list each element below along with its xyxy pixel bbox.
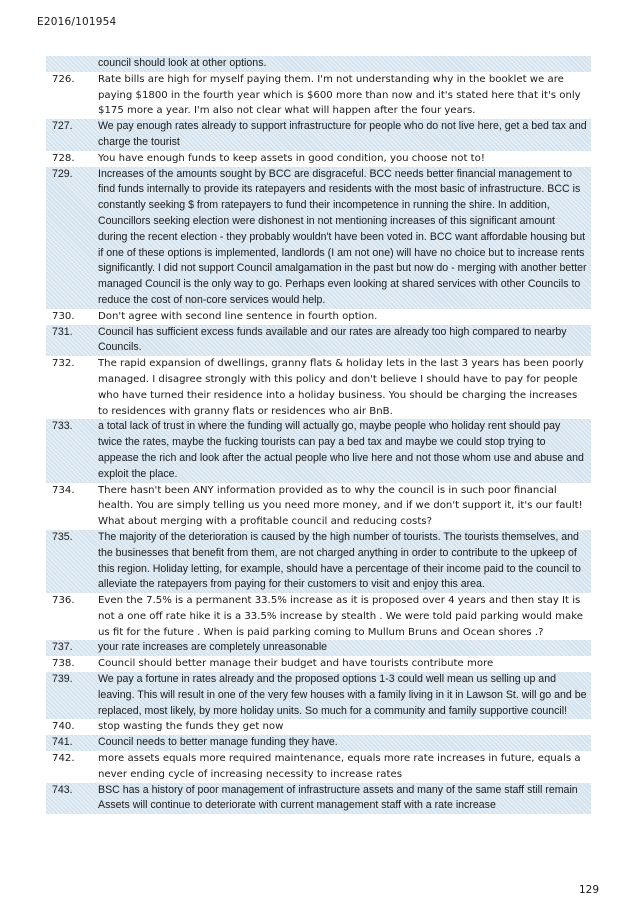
row-number: 727.	[52, 120, 73, 133]
table-row	[46, 751, 591, 783]
row-comment: BSC has a history of poor management of infrastructure assets and many of the same staff still remain Assets will continue to deteriorate with current management staff with a rate increase	[98, 783, 578, 812]
row-comment: Even the 7.5% is a permanent 33.5% increase as it is proposed over 4 years and then stay It is not a one off rate hike it is a 33.5% increase by stealth . We were told paid parking would make us fit for the future . When is paid parking coming to Mullum Bruns and Ocean shores .?	[98, 595, 583, 638]
row-comment: more assets equals more required maintenance, equals more rate increases in future, equals a never ending cycle of increasing necessity to increase rates	[98, 753, 581, 780]
row-number: 731.	[52, 325, 73, 338]
page-number: 129	[578, 884, 599, 896]
row-number: 729.	[52, 167, 73, 180]
document-id: E2016/101954	[37, 16, 117, 28]
row-number: 728.	[52, 152, 75, 164]
row-comment: council should look at other options.	[98, 57, 267, 69]
table-row	[46, 309, 591, 325]
row-comment: The majority of the deterioration is caused by the high number of tourists. The tourists themselves, and the businesses that benefit from them, are not charged anything in order to contribute to the upkeep of this region. Holiday letting, for example, should have a percentage of their income paid to the council to alleviate the ratepayers from paying for their customers to visit and enjoy this area.	[98, 530, 581, 591]
table-row	[46, 783, 591, 815]
table-row	[46, 656, 591, 672]
row-comment: your rate increases are completely unreasonable	[98, 641, 328, 654]
row-comment: a total lack of trust in where the funding will actually go, maybe people who holiday rent should pay twice the rates, maybe the fucking tourists can pay a bed tax and maybe we could stop trying to appease the rich and look after the actual people who live here and not those whom use and abuse and exploit the place.	[98, 420, 584, 480]
row-comment: The rapid expansion of dwellings, granny flats & holiday lets in the last 3 years has been poorly managed. I disagree strongly with this policy and don't believe I should have to pay for people who have turned their residence into a holiday business. You should be charging the increases to residences with granny flats or residences who air BnB.	[98, 358, 584, 417]
row-comment: Rate bills are high for myself paying them. I'm not understanding why in the booklet we are paying $1800 in the fourth year which is $600 more than now and it's stated here that it's only $175 more a year. I'm also not clear what will happen after the four years.	[98, 73, 581, 117]
table-row	[46, 719, 591, 735]
table-row	[46, 119, 591, 151]
table-row	[46, 325, 591, 357]
row-number	[46, 56, 98, 72]
row-comment: Increases of the amounts sought by BCC are disgraceful. BCC needs better financial management to find funds internally to provide its ratepayers and residents with the most basic of infrastructure. BCC is constantly seeking $ from ratepayers to fund their incompetence in running the shire. In addition, Councillors seeking election were dishonest in not mentioning increases of this significant amount during the recent election - they probably wouldn't have been voted in. BCC want affordable housing but if one of these options is implemented, landlords (I am not one) will have no choice but to increase rents significantly. I did not support Council amalgamation in the past but now do - merging with another better managed Council is the only way to go. Perhaps even looking at shared services with other Councils to reduce the cost of non-core services would help.	[98, 167, 587, 306]
row-number: 734.	[52, 484, 75, 496]
table-row	[46, 593, 591, 640]
row-number: 742.	[52, 753, 75, 765]
row-number: 738.	[52, 658, 75, 670]
row-comment: Council has sufficient excess funds available and our rates are already too high compared to nearby Councils.	[98, 325, 567, 354]
row-comment: We pay a fortune in rates already and the proposed options 1-3 could well mean us selling up and leaving. This will result in one of the very few houses with a family living in it in Lawson St. will go and be replaced, most likely, by more holiday units. So much for a community and family supportive council!	[98, 673, 587, 717]
table-row	[46, 483, 591, 530]
row-comment: You have enough funds to keep assets in good condition, you choose not to!	[98, 152, 485, 164]
table-row	[46, 735, 591, 751]
row-comment: Don't agree with second line sentence in fourth option.	[98, 310, 378, 322]
row-comment: stop wasting the funds they get now	[98, 721, 284, 733]
row-number: 730.	[52, 310, 75, 322]
row-comment: We pay enough rates already to support infrastructure for people who do not live here, get a bed tax and charge the tourist	[98, 120, 587, 148]
row-comment: Council should better manage their budget and have tourists contribute more	[98, 658, 494, 670]
row-number: 740.	[52, 721, 75, 733]
row-number: 732.	[52, 358, 75, 370]
table-row	[46, 530, 591, 593]
table-row	[46, 640, 591, 656]
table-row	[46, 56, 591, 72]
table-row	[46, 419, 591, 482]
table-row	[46, 167, 591, 309]
row-comment: Council needs to better manage funding they have.	[98, 736, 338, 749]
row-number: 739.	[52, 673, 73, 686]
submissions-table	[46, 56, 591, 814]
row-number: 741.	[52, 736, 73, 749]
row-number: 737.	[52, 641, 73, 654]
row-number: 733.	[52, 420, 73, 433]
row-number: 736.	[52, 595, 75, 607]
row-number: 743.	[52, 783, 73, 796]
table-row	[46, 72, 591, 119]
row-comment: There hasn't been ANY information provided as to why the council is in such poor financial health. You are simply telling us you need more money, and if we don't support it, it's our fault! What about merging with a profitable council and reducing costs?	[98, 484, 583, 528]
table-row	[46, 151, 591, 167]
table-row	[46, 672, 591, 719]
row-number: 735.	[52, 530, 73, 543]
row-number: 726.	[52, 73, 75, 85]
table-row	[46, 356, 591, 419]
